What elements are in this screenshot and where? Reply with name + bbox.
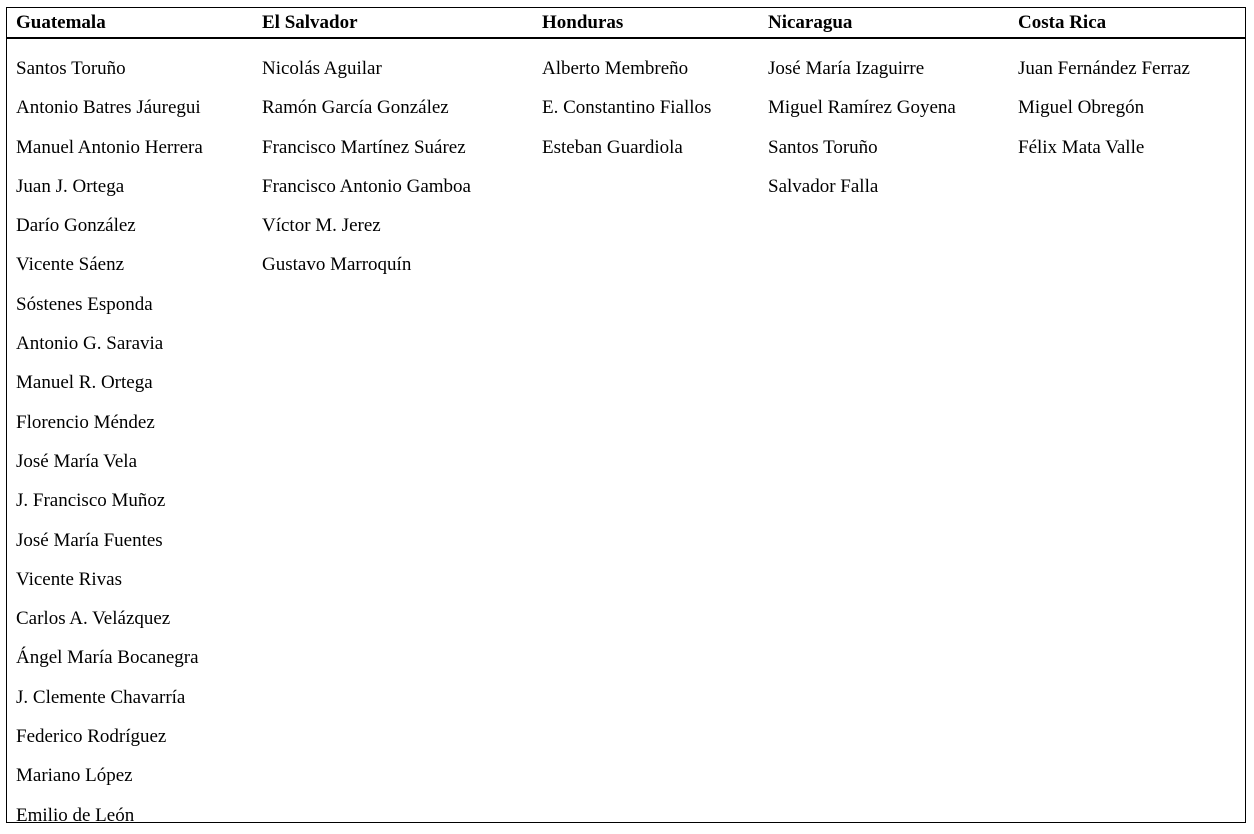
table-header-row: [7, 8, 1245, 39]
table-cell-name: Juan Fernández Ferraz: [1018, 58, 1190, 79]
table-cell-name: Víctor M. Jerez: [262, 215, 381, 237]
table-cell-name: José María Vela: [16, 450, 138, 472]
table-cell-name: Miguel Ramírez Goyena: [768, 97, 956, 119]
column-costa-rica: [1018, 56, 1190, 174]
table-cell-name: José María Izaguirre: [768, 58, 925, 79]
column-header-honduras: Honduras: [542, 12, 624, 33]
table-cell-name: Félix Mata Valle: [1018, 136, 1145, 158]
column-header-nicaragua: Nicaragua: [768, 12, 853, 33]
table-cell-name: Darío González: [16, 215, 136, 237]
column-header-el-salvador: El Salvador: [262, 12, 358, 33]
table-cell-name: Francisco Antonio Gamboa: [262, 175, 471, 197]
delegates-table: [6, 7, 1246, 823]
table-cell-name: J. Clemente Chavarría: [16, 686, 186, 708]
table-cell-name: Manuel Antonio Herrera: [16, 136, 203, 158]
table-cell-name: Ramón García González: [262, 97, 449, 119]
table-cell-name: Esteban Guardiola: [542, 136, 683, 158]
table-cell-name: Vicente Rivas: [16, 568, 122, 590]
table-cell-name: José María Fuentes: [16, 529, 163, 551]
column-el-salvador: [262, 56, 471, 292]
table-cell-name: Gustavo Marroquín: [262, 254, 412, 276]
table-cell-name: Salvador Falla: [768, 175, 879, 197]
table-cell-name: J. Francisco Muñoz: [16, 490, 166, 512]
table-cell-name: Santos Toruño: [16, 58, 126, 79]
table-cell-name: Mariano López: [16, 765, 133, 787]
table-cell-name: Antonio Batres Jáuregui: [16, 97, 201, 119]
table-cell-name: Santos Toruño: [768, 136, 878, 158]
table-cell-name: E. Constantino Fiallos: [542, 97, 712, 119]
table-cell-name: Antonio G. Saravia: [16, 333, 164, 355]
table-cell-name: Juan J. Ortega: [16, 175, 125, 197]
column-header-guatemala: Guatemala: [16, 12, 106, 33]
table-cell-name: Manuel R. Ortega: [16, 372, 153, 394]
column-header-costa-rica: Costa Rica: [1018, 12, 1107, 33]
table-cell-name: Florencio Méndez: [16, 411, 155, 433]
column-nicaragua: [768, 56, 956, 213]
table-cell-name: Federico Rodríguez: [16, 726, 167, 748]
column-honduras: [542, 56, 711, 174]
table-cell-name: Nicolás Aguilar: [262, 58, 382, 79]
table-cell-name: Vicente Sáenz: [16, 254, 125, 276]
column-guatemala: [16, 56, 203, 823]
table-cell-name: Ángel María Bocanegra: [16, 647, 199, 669]
table-cell-name: Carlos A. Velázquez: [16, 608, 171, 630]
table-cell-name: Emilio de León: [16, 804, 135, 823]
table-cell-name: Sóstenes Esponda: [16, 293, 153, 315]
table-cell-name: Alberto Membreño: [542, 58, 689, 79]
table-cell-name: Miguel Obregón: [1018, 97, 1145, 119]
table-cell-name: Francisco Martínez Suárez: [262, 136, 466, 158]
